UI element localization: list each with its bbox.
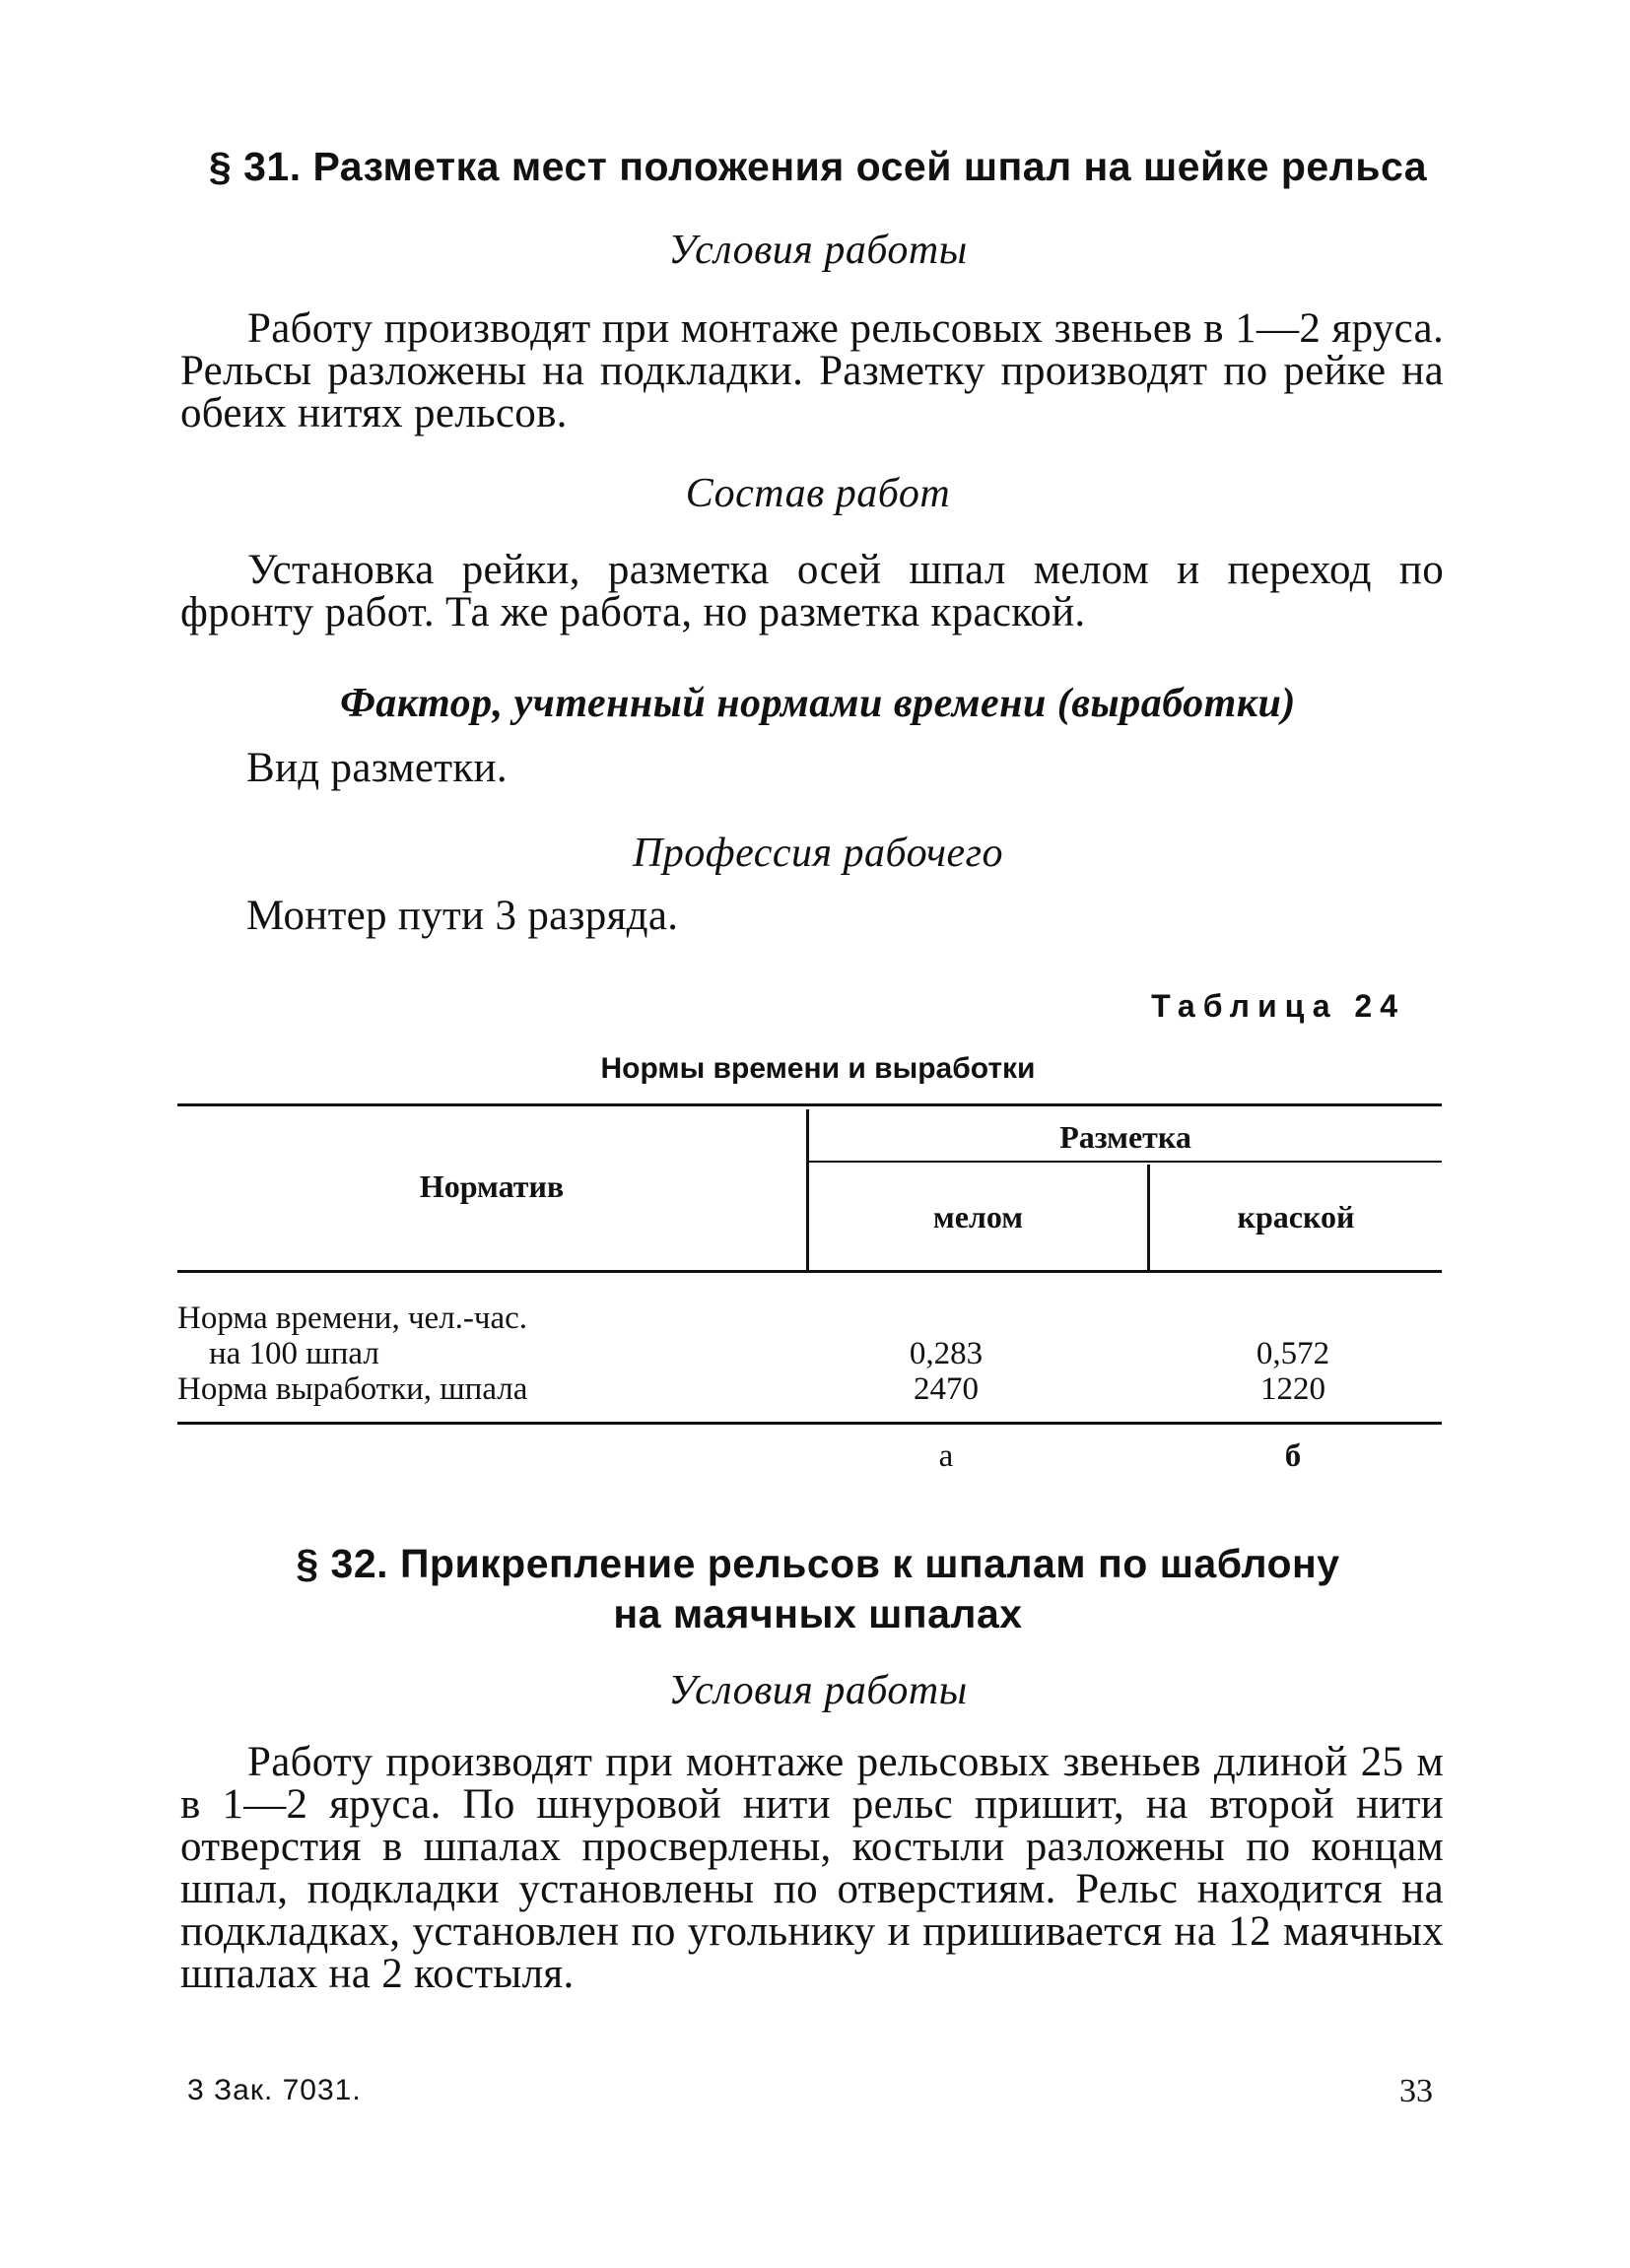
table-row-1-label-line1: Норма времени, чел.-час.: [177, 1301, 528, 1336]
table-row-1-col2: 0,572: [1256, 1336, 1330, 1371]
table-header-normative: Норматив: [419, 1168, 565, 1204]
footer-order-number: 3 Зак. 7031.: [187, 2074, 362, 2106]
footer-page-number: 33: [1399, 2073, 1433, 2109]
section-31-profession-text: Монтер пути 3 разряда.: [246, 893, 679, 939]
section-31-title: § 31. Разметка мест положения осей шпал на шейке рельса: [208, 144, 1428, 189]
table-header-col2: краской: [1237, 1199, 1355, 1234]
table-label: Таблица 24: [1151, 988, 1405, 1024]
table-row-2-col1: 2470: [914, 1371, 979, 1407]
table-group-rule: [809, 1161, 1442, 1163]
section-32-title-line2: на маячных шпалах: [613, 1591, 1023, 1636]
section-32-conditions-heading: Условия работы: [668, 1668, 968, 1713]
table-header-group: Разметка: [1059, 1119, 1191, 1155]
section-32-title-line1: § 32. Прикрепление рельсов к шпалам по шаблону: [296, 1541, 1340, 1586]
table-row-2-col2: 1220: [1260, 1371, 1325, 1407]
section-31-conditions-text: Работу производят при монтаже рельсовых звеньев в 1—2 яруса. Рельсы разложены на подкладки. Разметку производят по рейке на обеих нитях рельсов.: [180, 305, 1444, 436]
section-31-conditions-heading: Условия работы: [668, 228, 968, 273]
table-top-rule: [177, 1103, 1442, 1106]
table-title: Нормы времени и выработки: [600, 1052, 1036, 1085]
table-header-col1: мелом: [932, 1199, 1024, 1234]
section-32-conditions-text: Работу производят при монтаже рельсовых звеньев длиной 25 м в 1—2 яруса. По шнуровой нити рельс пришит, на второй нити отверстия в шпалах просверлены, костыли разложены по концам шпал, подкладки установлены по отверстиям. Рельс находится на подкладках, установлен по угольнику и пришивается на 12 маячных шпалах на 2 костыля.: [180, 1739, 1444, 1997]
table-bottom-rule: [177, 1422, 1442, 1425]
section-31-factor-text: Вид разметки.: [246, 745, 508, 791]
table-row-1-col1: 0,283: [909, 1336, 984, 1371]
section-31-factor-heading: Фактор, учтенный нормами времени (выработки): [340, 681, 1296, 726]
section-31-work-text: Установка рейки, разметка осей шпал мелом и переход по фронту работ. Та же работа, но разметка краской.: [180, 547, 1444, 635]
section-31-work-heading: Состав работ: [685, 471, 951, 516]
table-index-col1: а: [938, 1438, 954, 1474]
table-header-bottom-rule: [177, 1270, 1442, 1273]
table-row-2-label: Норма выработки, шпала: [177, 1371, 528, 1407]
table-row-1-label-line2: на 100 шпал: [209, 1336, 379, 1371]
section-31-profession-heading: Профессия рабочего: [632, 831, 1004, 876]
table-index-col2: б: [1284, 1438, 1302, 1474]
